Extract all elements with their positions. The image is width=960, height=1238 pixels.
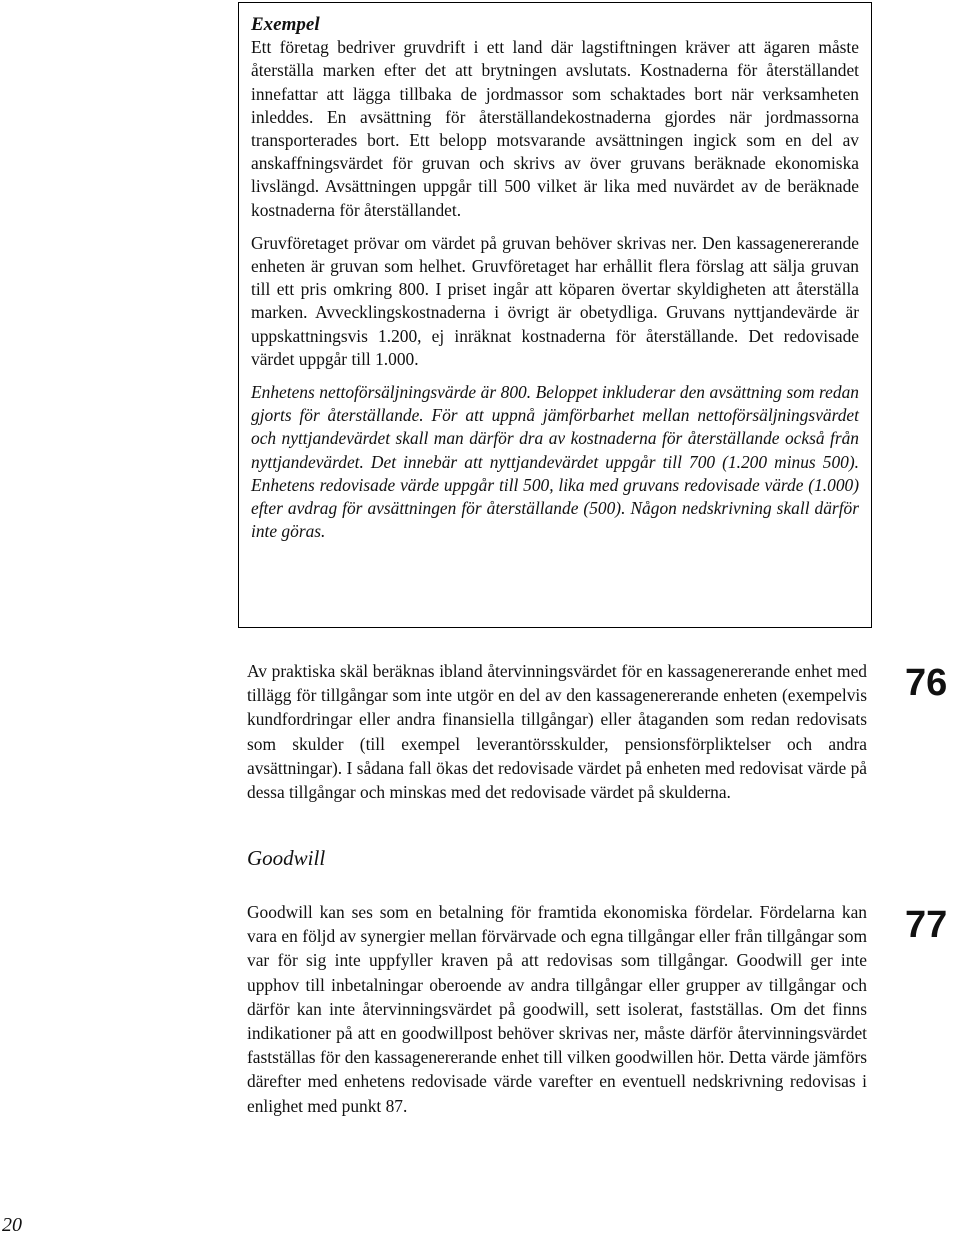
- example-box: [238, 2, 872, 628]
- paragraph-number-76: 76: [905, 662, 948, 704]
- example-paragraph-1: Ett företag bedriver gruvdrift i ett land där lagstiftningen kräver att ägaren måste återställa marken efter det att brytningen avslutats. Kostnaderna för återställandet innefattar att lägga tillbaka de jordmassor som schaktades bort när verksamheten inleddes. En avsättning för återställandekostnaderna gjordes när jordmassorna transporterades bort. Ett belopp motsvarande avsättningen ingick som en del av anskaffningsvärdet för gruvan och skrivs av över gruvans beräknade ekonomiska livslängd. Avsättningen uppgår till 500 vilket är lika med nuvärdet av de beräknade kostnaderna för återställandet.: [251, 37, 859, 220]
- example-paragraph-2: Gruvföretaget prövar om värdet på gruvan behöver skrivas ner. Den kassagenererande enheten är gruvan som helhet. Gruvföretaget har erhållit flera förslag att sälja gruvan till ett pris omkring 800. I priset ingår att köparen övertar skyldigheten att återställa marken. Avvecklingskostnaderna i övrigt är obetydliga. Gruvans nyttjandevärde är uppskattningsvis 1.200, ej inräknat kostnaderna för återställande. Det redovisade värdet uppgår till 1.000.: [251, 232, 859, 369]
- example-heading: Exempel: [251, 14, 320, 35]
- example-paragraph-3: Enhetens nettoförsäljningsvärde är 800. Beloppet inkluderar den avsättning som redan gjorts för återställande. För att uppnå jämförbarhet mellan nettoförsäljningsvärdet och nyttjandevärdet skall man därför dra av kostnaderna för återställande också från nyttjandevärdet. Det innebär att nyttjandevärdet uppgår till 700 (1.200 minus 500). Enhetens redovisade värde uppgår till 500, lika med gruvans redovisade värde (1.000) efter avdrag för avsättningen för återställande (500). Någon nedskrivning skall därför inte göras.: [251, 382, 859, 542]
- paragraph-76: Av praktiska skäl beräknas ibland återvinningsvärdet för en kassagenererande enhet med tillägg för tillgångar som inte utgör en del av den kassagenererande enheten (exempelvis kundfordringar eller andra finansiella tillgångar) eller åtaganden som redan redovisats som skulder (till exempel leverantörsskulder, pensionsförpliktelser och andra avsättningar). I sådana fall ökas det redovisade värdet på enheten med redovisat värde på dessa tillgångar och minskas med det redovisade värdet på skulderna.: [247, 661, 867, 803]
- paragraph-number-77: 77: [905, 904, 948, 946]
- goodwill-heading: Goodwill: [247, 846, 326, 870]
- page-number: 20: [2, 1214, 22, 1236]
- paragraph-77: Goodwill kan ses som en betalning för framtida ekonomiska fördelar. Fördelarna kan vara en följd av synergier mellan förvärvade och egna tillgångar eller från tillgångar som var för sig inte uppfyller kraven på att redovisas som tillgångar. Goodwill ger inte upphov till inbetalningar oberoende av andra tillgångar eller grupper av tillgångar och därför kan inte återvinningsvärdet på goodwill, sett isolerat, fastställas. Om det finns indikationer på att en goodwillpost behöver skrivas ner, måste därför återvinningsvärdet fastställas för den kassagenererande enhet till vilken goodwillen hör. Detta värde jämförs därefter med enhetens redovisade värde varefter en eventuell nedskrivning redovisas i enlighet med punkt 87.: [247, 902, 867, 1116]
